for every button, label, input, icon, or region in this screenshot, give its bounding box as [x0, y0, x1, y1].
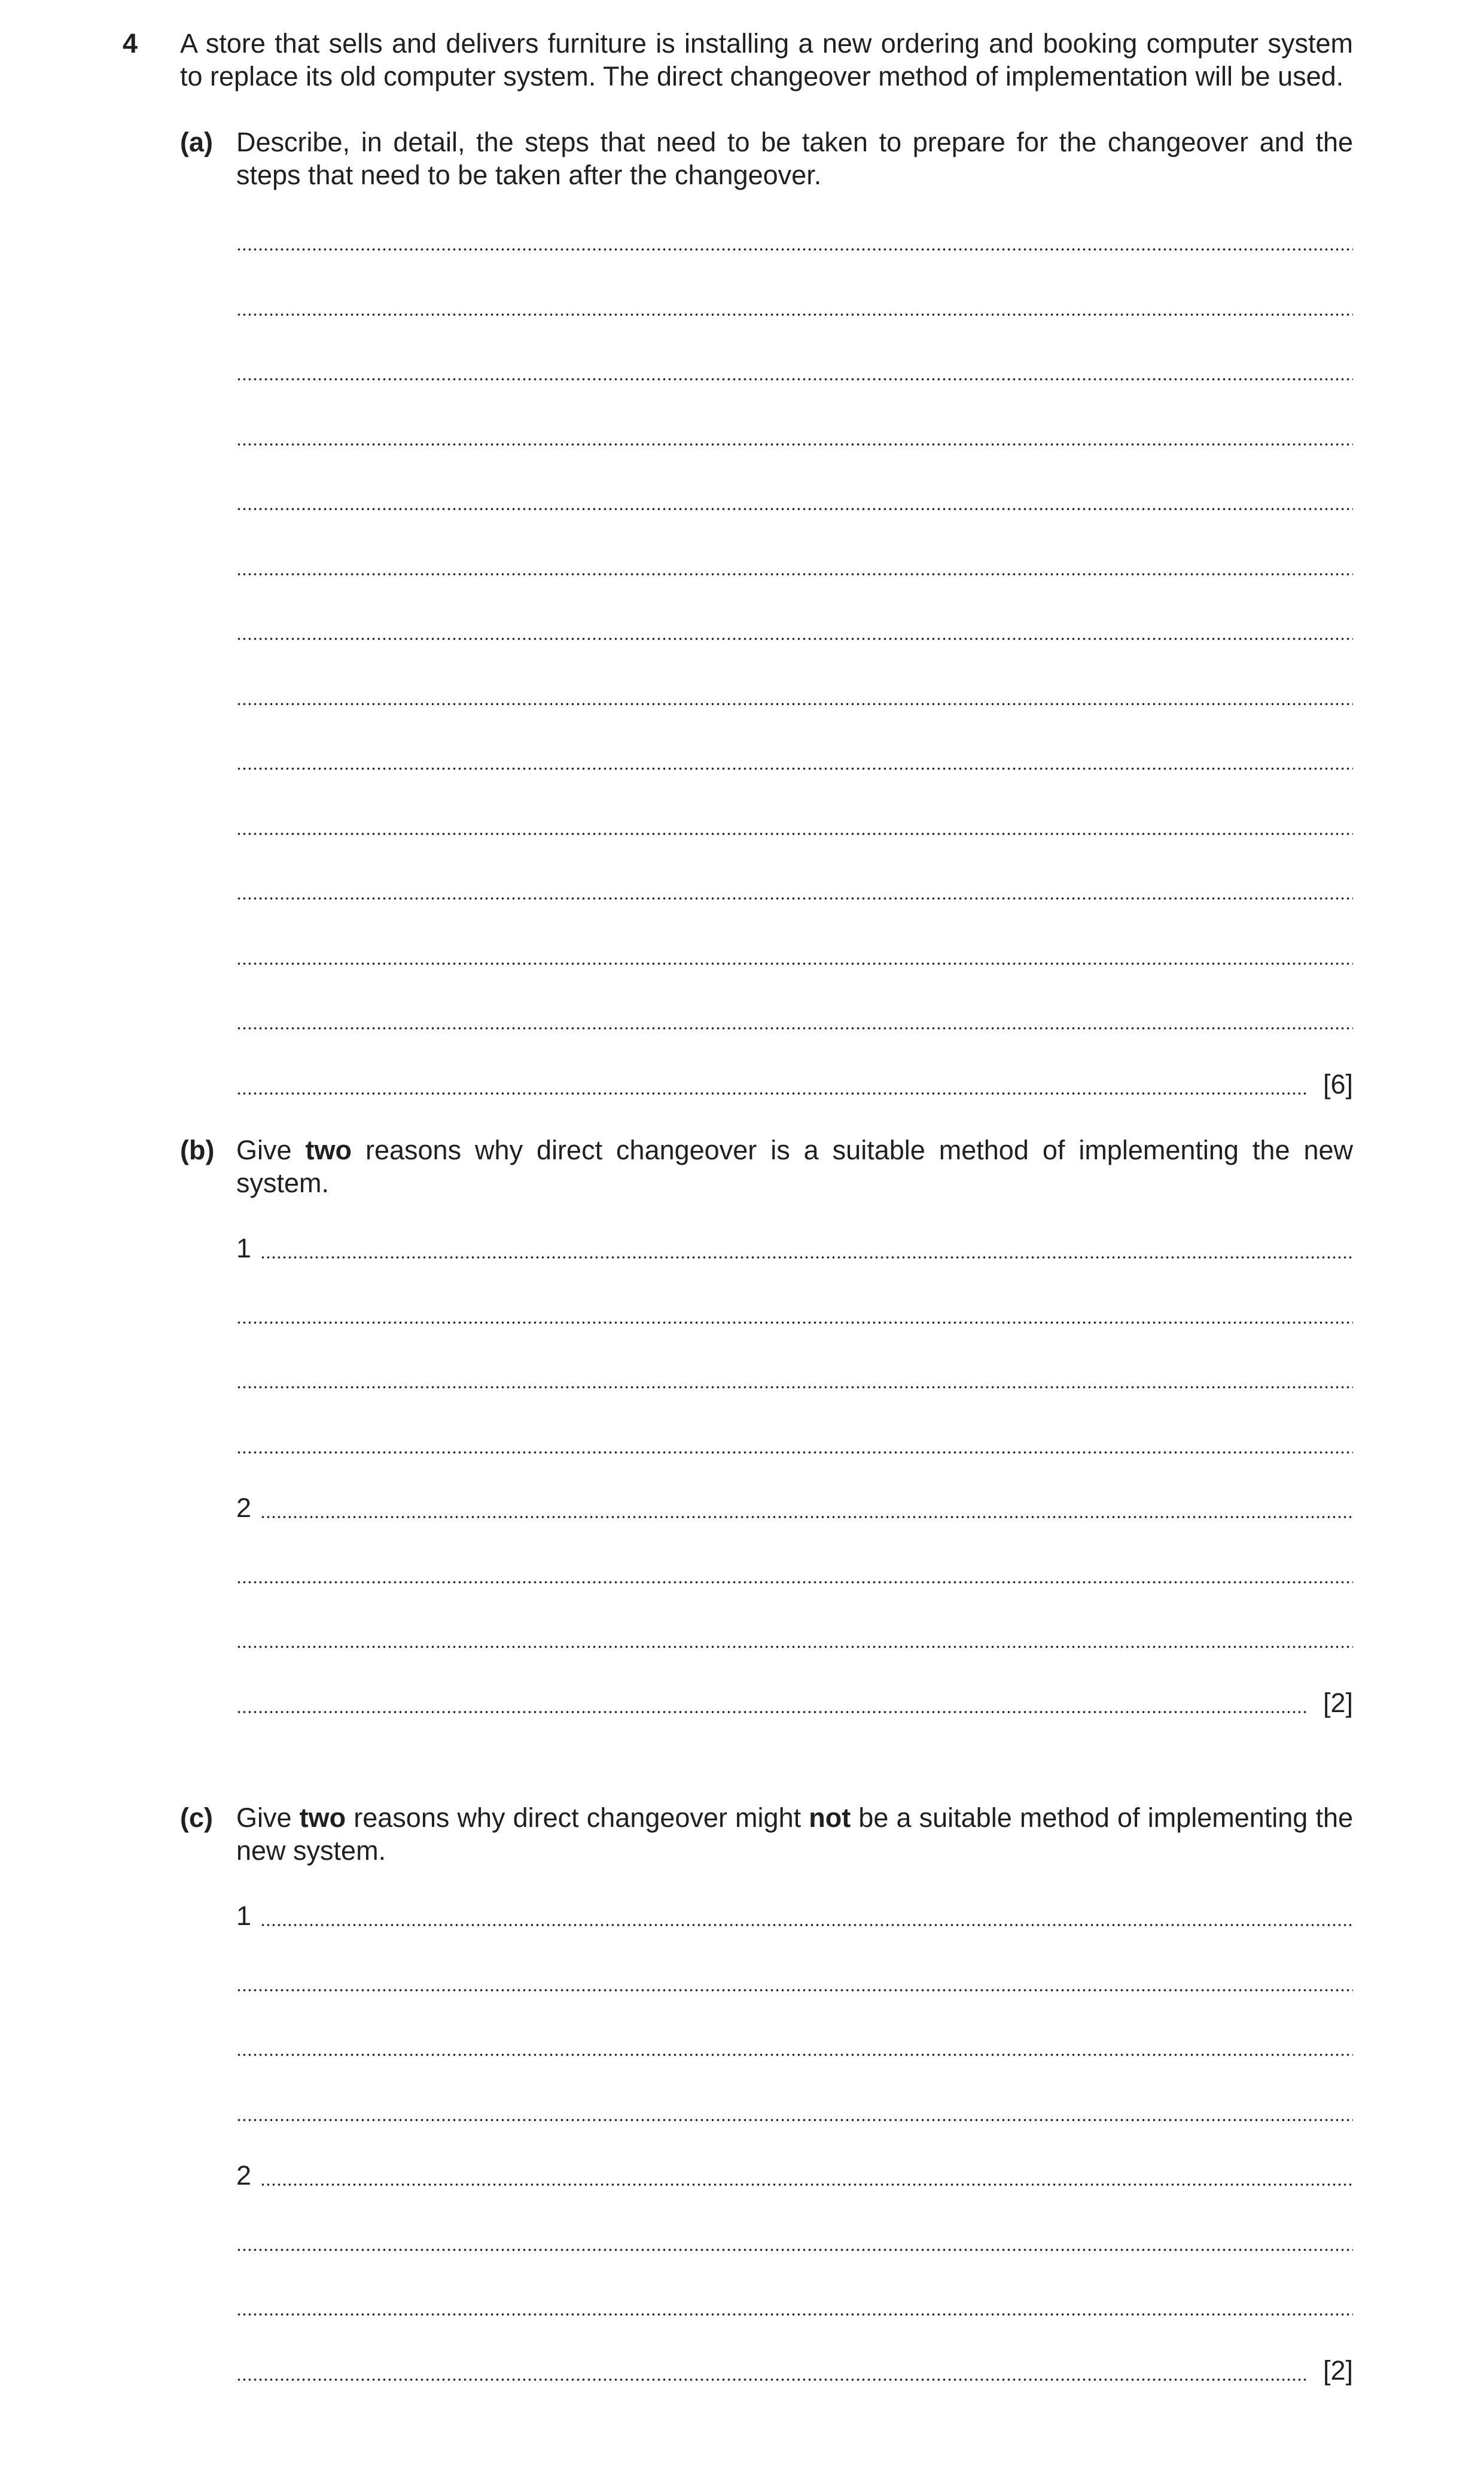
answer-line-c-5[interactable]	[236, 2159, 1353, 2192]
answer-line-a-14[interactable]	[236, 1068, 1353, 1101]
answer-line-b-3[interactable]	[236, 1362, 1353, 1394]
answer-line-b-7[interactable]	[236, 1621, 1353, 1654]
answer-line-a-5[interactable]	[236, 483, 1353, 516]
answer-line-c-8[interactable]	[236, 2354, 1353, 2387]
part-b-text: Give two reasons why direct changeover is a suitable method of implementing the new system.	[236, 1135, 1354, 1198]
question-stem: A store that sells and delivers furniture is installing a new ordering and booking computer system to replace its old computer system. The direct changeover method of implementation will be used.	[180, 28, 1353, 92]
answer-line-b-5[interactable]	[236, 1491, 1353, 1524]
part-c-label: (c)	[180, 1802, 213, 1833]
answer-line-a-13[interactable]	[236, 1003, 1353, 1035]
answer-line-a-11[interactable]	[236, 873, 1353, 906]
answer-line-b-1[interactable]	[236, 1232, 1353, 1265]
answer-line-c-7[interactable]	[236, 2289, 1353, 2322]
answer-line-a-2[interactable]	[236, 289, 1353, 322]
answer-line-a-4[interactable]	[236, 419, 1353, 452]
part-b-label: (b)	[180, 1135, 215, 1165]
answer-line-c-1[interactable]	[236, 1899, 1353, 1932]
answer-line-a-9[interactable]	[236, 743, 1353, 776]
item-number-b-1: 1	[236, 1233, 252, 1263]
answer-line-b-6[interactable]	[236, 1557, 1353, 1589]
answer-line-c-6[interactable]	[236, 2224, 1353, 2257]
answer-line-a-6[interactable]	[236, 549, 1353, 581]
answer-line-c-4[interactable]	[236, 2094, 1353, 2127]
part-a-marks: [6]	[1323, 1069, 1353, 1100]
answer-line-a-8[interactable]	[236, 678, 1353, 711]
part-a-label: (a)	[180, 127, 213, 157]
answer-line-b-8[interactable]	[236, 1686, 1353, 1719]
answer-line-a-10[interactable]	[236, 808, 1353, 841]
part-a-text: Describe, in detail, the steps that need to be taken to prepare for the changeover and the steps that need to be taken after the changeover.	[236, 127, 1353, 190]
answer-line-c-2[interactable]	[236, 1965, 1353, 1997]
part-c-text: Give two reasons why direct changeover might not be a suitable method of implementing the new system.	[236, 1802, 1354, 1866]
part-c-marks: [2]	[1323, 2355, 1353, 2386]
answer-line-a-12[interactable]	[236, 938, 1353, 971]
part-b-marks: [2]	[1323, 1688, 1353, 1718]
answer-line-b-4[interactable]	[236, 1427, 1353, 1460]
answer-line-a-7[interactable]	[236, 613, 1353, 646]
answer-line-b-2[interactable]	[236, 1297, 1353, 1330]
answer-line-a-1[interactable]	[236, 224, 1353, 257]
item-number-b-2: 2	[236, 1493, 252, 1523]
item-number-c-1: 1	[236, 1901, 252, 1931]
question-number: 4	[123, 28, 138, 59]
item-number-c-2: 2	[236, 2160, 252, 2191]
answer-line-a-3[interactable]	[236, 354, 1353, 386]
answer-line-c-3[interactable]	[236, 2029, 1353, 2062]
